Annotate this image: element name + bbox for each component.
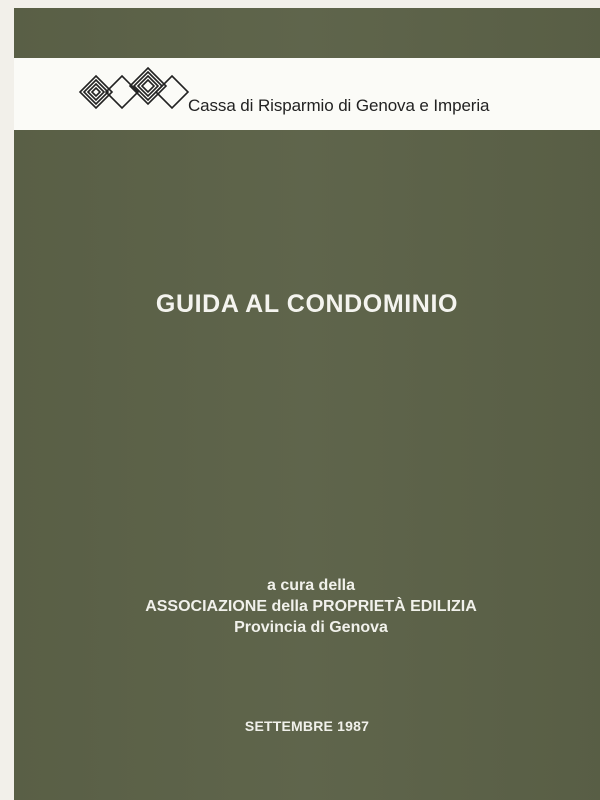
- credits-line-2: ASSOCIAZIONE della PROPRIETÀ EDILIZIA: [145, 598, 477, 615]
- diamond-chain-logo-icon: [78, 66, 190, 118]
- publisher-name: Cassa di Risparmio di Genova e Imperia: [188, 96, 490, 115]
- credits-line-1: a cura della: [266, 577, 356, 594]
- credits-line-3: Provincia di Genova: [234, 619, 388, 636]
- credits-block: [14, 575, 600, 638]
- book-cover: [14, 8, 600, 800]
- publisher-band: [14, 58, 600, 130]
- publication-date: SETTEMBRE 1987: [244, 718, 370, 734]
- book-title: GUIDA AL CONDOMINIO: [155, 290, 459, 318]
